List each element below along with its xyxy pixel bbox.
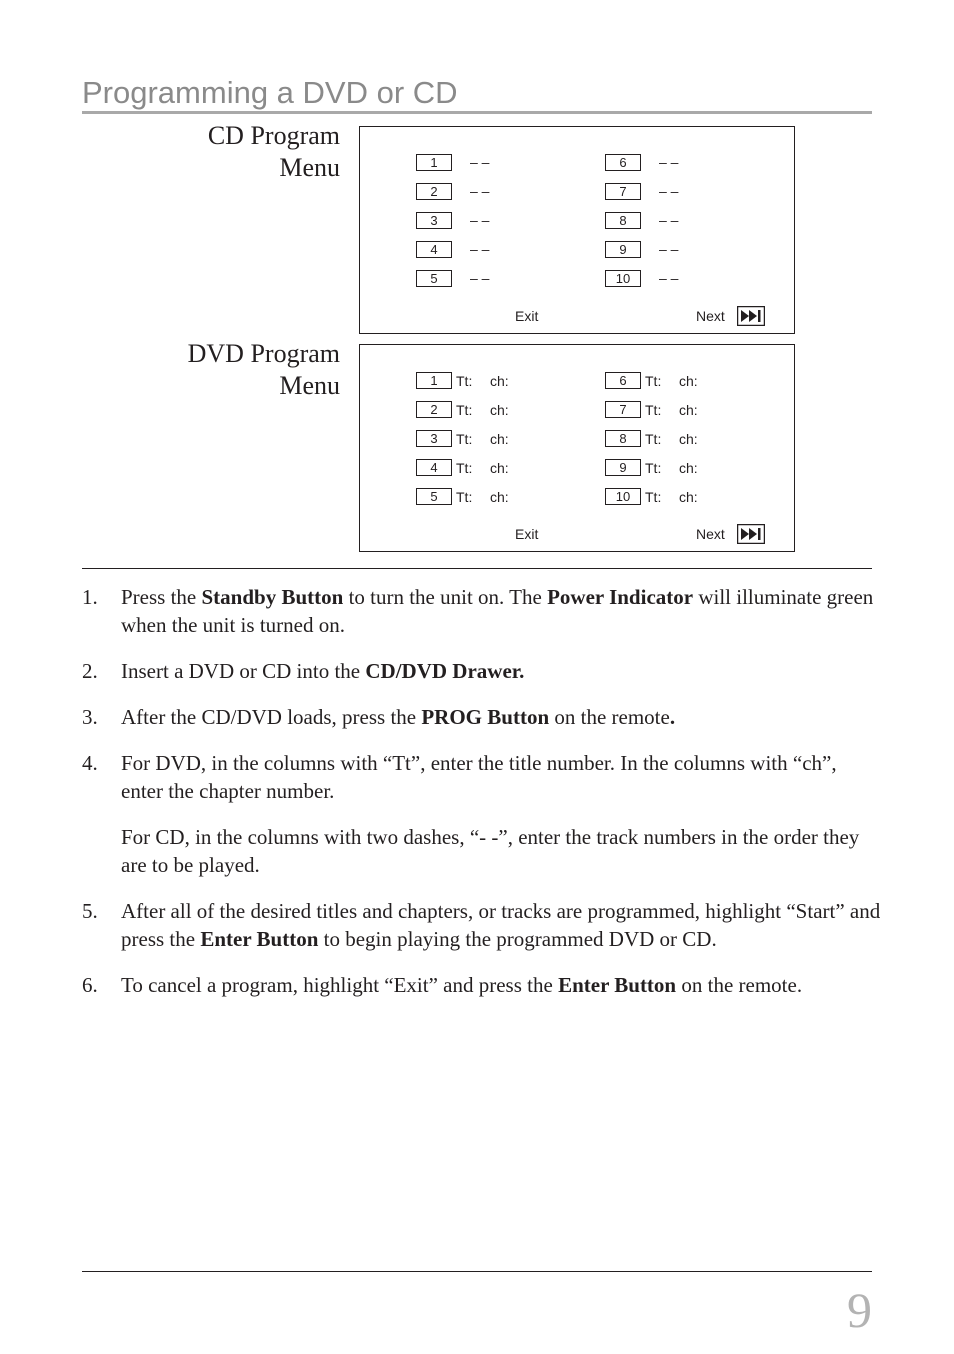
step-text: [121, 897, 882, 953]
track-placeholder[interactable]: – –: [470, 154, 490, 170]
program-slot-number[interactable]: 9: [605, 459, 641, 476]
emphasized-term: Enter Button: [558, 973, 677, 997]
cd-program-menu-panel: [359, 126, 795, 334]
step-text: [121, 749, 882, 805]
emphasized-term: PROG Button: [421, 705, 550, 729]
dvd-program-menu-panel: [359, 344, 795, 552]
next-button[interactable]: Next: [696, 308, 725, 324]
chapter-field-label[interactable]: ch:: [490, 431, 509, 447]
step-number: 6.: [82, 973, 98, 997]
title-field-label[interactable]: Tt:: [456, 402, 473, 418]
cd-label-line2: Menu: [279, 153, 340, 182]
title-field-label[interactable]: Tt:: [645, 373, 662, 389]
text-run: For CD, in the columns with two dashes, “- -”, enter the track numbers in the order they are to be played.: [121, 825, 860, 877]
list-item: [82, 971, 882, 999]
exit-button[interactable]: Exit: [515, 308, 539, 324]
dvd-program-menu-label: [120, 338, 340, 402]
program-slot-number[interactable]: 4: [416, 459, 452, 476]
list-item: [82, 897, 882, 953]
instruction-list: [82, 583, 882, 1017]
page-number: 9: [847, 1282, 872, 1338]
exit-button[interactable]: Exit: [515, 526, 539, 542]
program-slot-number[interactable]: 8: [605, 212, 641, 229]
program-slot-number[interactable]: 7: [605, 401, 641, 418]
track-placeholder[interactable]: – –: [470, 212, 490, 228]
step-text: [121, 703, 882, 731]
title-field-label[interactable]: Tt:: [645, 460, 662, 476]
program-slot-number[interactable]: 3: [416, 212, 452, 229]
program-slot-number[interactable]: 5: [416, 270, 452, 287]
program-slot-number[interactable]: 9: [605, 241, 641, 258]
program-slot-number[interactable]: 2: [416, 401, 452, 418]
program-slot-number[interactable]: 10: [605, 488, 641, 505]
step-number: 5.: [82, 899, 98, 923]
chapter-field-label[interactable]: ch:: [679, 431, 698, 447]
step-text: [121, 971, 882, 999]
dvd-label-line1: DVD Program: [187, 339, 340, 368]
next-button[interactable]: Next: [696, 526, 725, 542]
title-field-label[interactable]: Tt:: [456, 373, 473, 389]
text-run: After the CD/DVD loads, press the: [121, 705, 422, 729]
list-item: [82, 703, 882, 731]
program-slot-number[interactable]: 5: [416, 488, 452, 505]
text-run: on the remote: [549, 705, 670, 729]
text-run: to turn the unit on. The: [343, 585, 548, 609]
cd-program-menu-label: [120, 120, 340, 184]
chapter-field-label[interactable]: ch:: [490, 489, 509, 505]
emphasized-term: Standby Button: [201, 585, 344, 609]
program-slot-number[interactable]: 7: [605, 183, 641, 200]
title-field-label[interactable]: Tt:: [645, 489, 662, 505]
chapter-field-label[interactable]: ch:: [490, 373, 509, 389]
title-field-label[interactable]: Tt:: [645, 431, 662, 447]
program-slot-number[interactable]: 3: [416, 430, 452, 447]
step-number: 2.: [82, 659, 98, 683]
text-run: on the remote.: [676, 973, 803, 997]
list-item: [82, 583, 882, 639]
page-title: Programming a DVD or CD: [82, 75, 458, 110]
program-slot-number[interactable]: 1: [416, 154, 452, 171]
emphasized-term: .: [669, 705, 676, 729]
program-slot-number[interactable]: 6: [605, 372, 641, 389]
text-run: For DVD, in the columns with “Tt”, enter the title number. In the columns with “ch”, enter the chapter number.: [121, 751, 837, 803]
cd-label-line1: CD Program: [207, 121, 340, 150]
fast-forward-icon[interactable]: [737, 306, 765, 326]
text-run: Press the: [121, 585, 202, 609]
title-field-label[interactable]: Tt:: [456, 460, 473, 476]
text-run: to begin playing the programmed DVD or CD.: [318, 927, 717, 951]
track-placeholder[interactable]: – –: [659, 154, 679, 170]
track-placeholder[interactable]: – –: [659, 212, 679, 228]
title-field-label[interactable]: Tt:: [456, 431, 473, 447]
title-field-label[interactable]: Tt:: [645, 402, 662, 418]
fast-forward-icon[interactable]: [737, 524, 765, 544]
track-placeholder[interactable]: – –: [470, 183, 490, 199]
emphasized-term: Power Indicator: [547, 585, 694, 609]
program-slot-number[interactable]: 1: [416, 372, 452, 389]
program-slot-number[interactable]: 10: [605, 270, 641, 287]
dvd-label-line2: Menu: [279, 371, 340, 400]
chapter-field-label[interactable]: ch:: [679, 489, 698, 505]
chapter-field-label[interactable]: ch:: [490, 460, 509, 476]
emphasized-term: Enter Button: [200, 927, 319, 951]
track-placeholder[interactable]: – –: [659, 241, 679, 257]
text-run: To cancel a program, highlight “Exit” and press the: [121, 973, 559, 997]
track-placeholder[interactable]: – –: [659, 183, 679, 199]
text-run: Insert a DVD or CD into the: [121, 659, 366, 683]
title-rule: [82, 111, 872, 114]
footer-rule: [82, 1271, 872, 1272]
program-slot-number[interactable]: 8: [605, 430, 641, 447]
text-run: After all of the desired titles and chapters, or tracks are programmed, highlight “Start” and press the: [121, 899, 881, 951]
title-field-label[interactable]: Tt:: [456, 489, 473, 505]
text-run: will illuminate green when the unit is turned on.: [121, 585, 874, 637]
chapter-field-label[interactable]: ch:: [679, 460, 698, 476]
track-placeholder[interactable]: – –: [470, 270, 490, 286]
step-text: [121, 657, 882, 685]
chapter-field-label[interactable]: ch:: [679, 402, 698, 418]
step-text: [121, 583, 882, 639]
step-text: [121, 823, 882, 879]
step-number: 4.: [82, 751, 98, 775]
program-slot-number[interactable]: 6: [605, 154, 641, 171]
list-item: [82, 749, 882, 879]
program-slot-number[interactable]: 4: [416, 241, 452, 258]
track-placeholder[interactable]: – –: [470, 241, 490, 257]
emphasized-term: CD/DVD Drawer.: [365, 659, 525, 683]
track-placeholder[interactable]: – –: [659, 270, 679, 286]
chapter-field-label[interactable]: ch:: [490, 402, 509, 418]
chapter-field-label[interactable]: ch:: [679, 373, 698, 389]
program-slot-number[interactable]: 2: [416, 183, 452, 200]
list-item: [82, 657, 882, 685]
step-number: 1.: [82, 585, 98, 609]
step-number: 3.: [82, 705, 98, 729]
section-divider: [82, 568, 872, 569]
